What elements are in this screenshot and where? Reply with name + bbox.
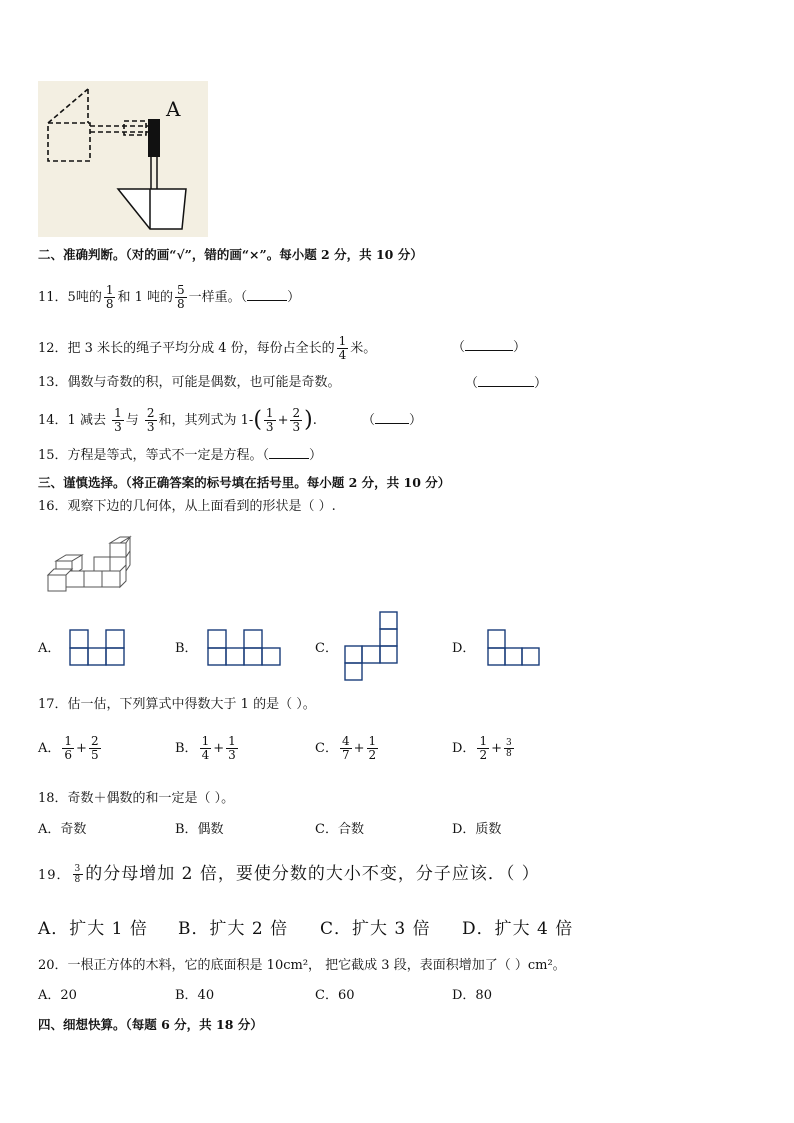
answer-blank[interactable] — [247, 288, 287, 301]
question-16: 16．观察下边的几何体，从上面看到的形状是（ ）. — [38, 499, 336, 514]
q19-option-a[interactable]: A．扩大 1 倍 — [38, 919, 148, 939]
fraction: $\frac{2}{3}$ — [146, 406, 155, 434]
q16-option-d-label[interactable]: D． — [452, 641, 476, 656]
q19-option-d[interactable]: D．扩大 4 倍 — [462, 919, 574, 939]
question-12-answer: （ ） — [452, 340, 527, 355]
question-15: 15．方程是等式，等式不一定是方程。（ ） — [38, 448, 323, 463]
point-a-label: A — [166, 97, 181, 121]
section-4-title: 四、细想快算。（每题 6 分，共 18 分） — [38, 1017, 263, 1032]
answer-blank[interactable] — [375, 411, 409, 424]
rotation-diagram — [38, 81, 208, 237]
answer-blank[interactable] — [269, 446, 309, 459]
fraction: $\frac{1}{3}$ — [114, 406, 122, 434]
question-20: 20．一根正方体的木料，它的底面积是 10cm²， 把它截成 3 段，表面积增加了（ ）cm²。 — [38, 958, 566, 973]
q17-option-d[interactable]: D． $\frac{1}{2}$ + $\frac{3}{8}$ — [452, 734, 512, 762]
q16-option-b-label[interactable]: B． — [175, 641, 198, 656]
section-3-title: 三、谨慎选择。（将正确答案的标号填在括号里。每小题 2 分，共 10 分） — [38, 475, 451, 490]
cube-solid-figure — [44, 535, 136, 601]
q16-option-c-shape[interactable] — [344, 611, 400, 683]
question-12: 12．把 3 米长的绳子平均分成 4 份，每份占全长的 $\frac{1}{4}$ 米。 — [38, 334, 377, 362]
question-14-answer: （ ） — [362, 413, 423, 428]
figure-rotation — [38, 81, 208, 237]
q16-option-d-shape[interactable] — [487, 629, 543, 667]
question-17: 17．估一估，下列算式中得数大于 1 的是（ ）。 — [38, 697, 316, 712]
q16-option-c-label[interactable]: C． — [315, 641, 338, 656]
q17-option-c[interactable]: C． $\frac{4}{7}$ + $\frac{1}{2}$ — [315, 734, 377, 762]
q18-option-a[interactable]: A．奇数 — [38, 822, 87, 837]
q19-option-c[interactable]: C．扩大 3 倍 — [320, 919, 431, 939]
section-2-title: 二、准确判断。（对的画“√”，错的画“×”。每小题 2 分，共 10 分） — [38, 247, 423, 262]
question-14: 14．1 减去 $\frac{1}{3}$ 与 $\frac{2}{3}$ 和，其列式为 1-( $\frac{1}{3}$ + $\frac{2}{3}$ ). — [38, 406, 317, 434]
fraction: $\frac{2}{3}$ — [292, 406, 301, 434]
q18-option-d[interactable]: D．质数 — [452, 822, 502, 837]
q20-option-c[interactable]: C．60 — [315, 988, 355, 1003]
q20-option-d[interactable]: D．80 — [452, 988, 492, 1003]
q16-option-a-label[interactable]: A． — [38, 641, 61, 656]
fraction: $\frac{1}{8}$ — [105, 283, 114, 311]
fraction: $\frac{1}{3}$ — [265, 406, 274, 434]
question-11: 11．5吨的 $\frac{1}{8}$ 和 1 吨的 $\frac{5}{8}$ 一样重。（ ） — [38, 283, 301, 311]
q16-option-b-shape[interactable] — [207, 629, 283, 667]
question-13: 13．偶数与奇数的积，可能是偶数，也可能是奇数。 — [38, 375, 341, 390]
q17-option-a[interactable]: A． $\frac{1}{6}$ + $\frac{2}{5}$ — [38, 734, 99, 762]
q19-option-b[interactable]: B．扩大 2 倍 — [178, 919, 289, 939]
fraction: $\frac{1}{4}$ — [338, 334, 347, 362]
answer-blank[interactable] — [465, 338, 513, 351]
q18-option-b[interactable]: B．偶数 — [175, 822, 224, 837]
fraction: $\frac{5}{8}$ — [177, 283, 185, 311]
question-18: 18．奇数＋偶数的和一定是（ ）。 — [38, 791, 235, 806]
q18-option-c[interactable]: C．合数 — [315, 822, 364, 837]
q16-option-a-shape[interactable] — [69, 629, 127, 667]
q20-option-a[interactable]: A．20 — [38, 988, 77, 1003]
question-19: 19． $\frac{3}{8}$ 的分母增加 2 倍，要使分数的大小不变，分子应该．（ ） — [38, 864, 540, 885]
q17-option-b[interactable]: B． $\frac{1}{4}$ + $\frac{1}{3}$ — [175, 734, 236, 762]
q20-option-b[interactable]: B．40 — [175, 988, 215, 1003]
fraction: $\frac{3}{8}$ — [74, 864, 82, 885]
question-13-answer: （ ） — [465, 376, 548, 391]
answer-blank[interactable] — [478, 374, 534, 387]
